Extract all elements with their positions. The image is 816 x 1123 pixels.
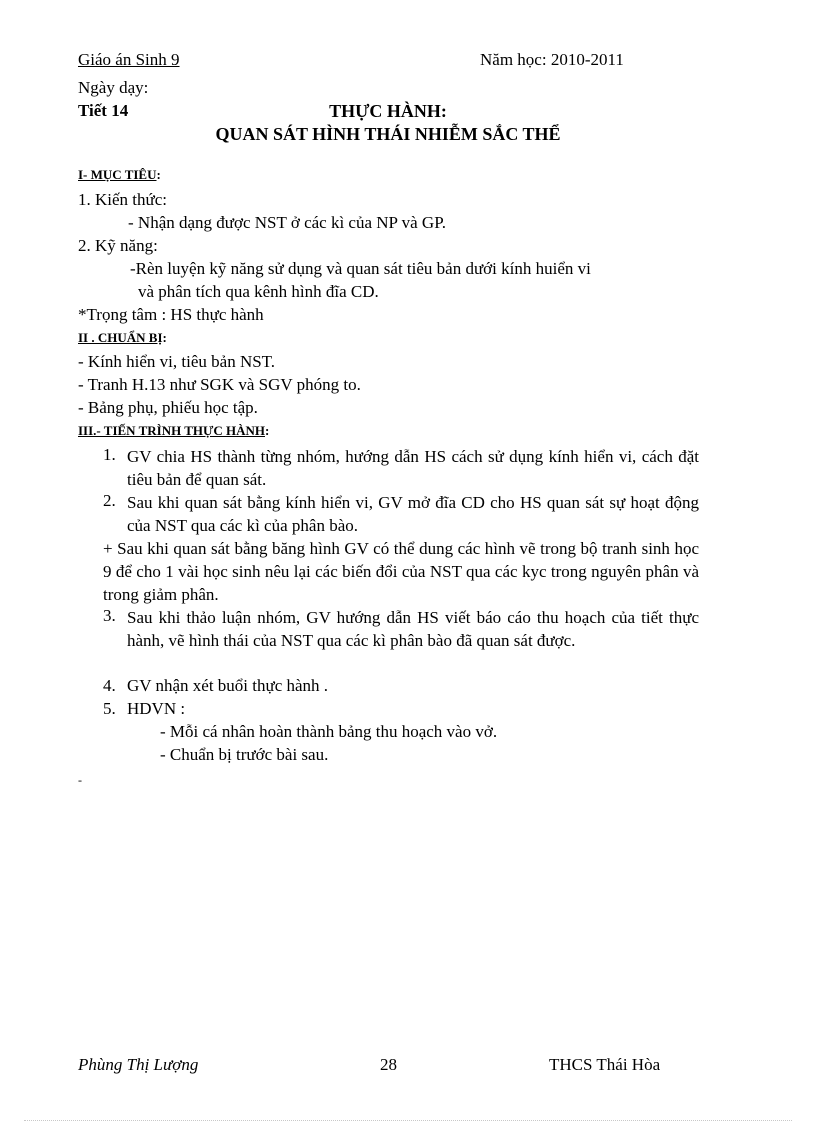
teaching-date-label: Ngày dạy: [78,78,149,97]
skill-label: 2. Kỹ năng: [78,236,158,255]
step-number: 3. [103,606,116,625]
homework-item: - Mỗi cá nhân hoàn thành bảng thu hoạch vào vở. [160,722,498,741]
section-objectives-colon: : [156,167,161,182]
section-procedure-colon: : [264,423,270,438]
step-text: Sau khi thảo luận nhóm, GV hướng dẫn HS viết báo cáo thu hoạch của tiết thực hành, vẽ hình thái của NST qua các kì phân bào đã quan sát được. [127,608,699,650]
procedure-note: + Sau khi quan sát bằng băng hình GV có thể dung các hình vẽ trong bộ tranh sinh học 9 để cho 1 vài học sinh nêu lại các biến đổi của NST qua các kyc trong nguyên phân và trong giảm phân. [103,539,699,604]
lesson-number: Tiết 14 [78,101,129,120]
footer-page-number: 28 [380,1055,397,1074]
step-number: 5. [103,699,116,718]
section-preparation-title: II . CHUẨN BỊ [78,330,163,345]
header-school-year: Năm học: 2010-2011 [480,50,624,69]
section-objectives-title: I- MỤC TIÊU [78,167,157,182]
prep-item: - Bảng phụ, phiếu học tập. [78,398,258,417]
section-procedure-heading [78,423,269,439]
page-title-line2: QUAN SÁT HÌNH THÁI NHIỄM SẮC THỂ [215,124,561,144]
step-text: Sau khi quan sát bằng kính hiển vi, GV mở đĩa CD cho HS quan sát sự hoạt động của NST qua các kì của phân bào. [127,493,699,535]
skill-item-line2: và phân tích qua kênh hình đĩa CD. [138,282,379,301]
skill-item-line1: -Rèn luyện kỹ năng sử dụng và quan sát tiêu bản dưới kính huiển vi [130,259,591,278]
focus-note: *Trọng tâm : HS thực hành [78,305,264,324]
step-number: 1. [103,445,116,464]
step-text: GV nhận xét buổi thực hành . [127,676,329,695]
footer-author: Phùng Thị Lượng [78,1055,199,1074]
knowledge-label: 1. Kiến thức: [78,190,168,209]
prep-item: - Kính hiển vi, tiêu bản NST. [78,352,276,371]
page-title-line1: THỰC HÀNH: [329,101,447,121]
section-preparation-colon: : [162,330,167,345]
step-number: 4. [103,676,116,695]
section-objectives-heading [78,167,161,183]
stray-dash: - [78,773,82,787]
prep-item: - Tranh H.13 như SGK và SGV phóng to. [78,375,361,394]
section-procedure-title: III.- TIẾN TRÌNH THỰC HÀNH [78,423,265,438]
footer-school: THCS Thái Hòa [549,1055,661,1074]
homework-item: - Chuẩn bị trước bài sau. [160,745,329,764]
step-number: 2. [103,491,116,510]
step-text: HDVN : [127,699,186,718]
knowledge-item: - Nhận dạng được NST ở các kì của NP và GP. [128,213,447,232]
section-preparation-heading [78,330,167,346]
step-text: GV chia HS thành từng nhóm, hướng dẫn HS cách sử dụng kính hiển vi, cách đặt tiêu bản để quan sát. [127,447,699,489]
header-subject: Giáo án Sinh 9 [78,50,180,69]
page-bottom-divider [24,1120,792,1121]
